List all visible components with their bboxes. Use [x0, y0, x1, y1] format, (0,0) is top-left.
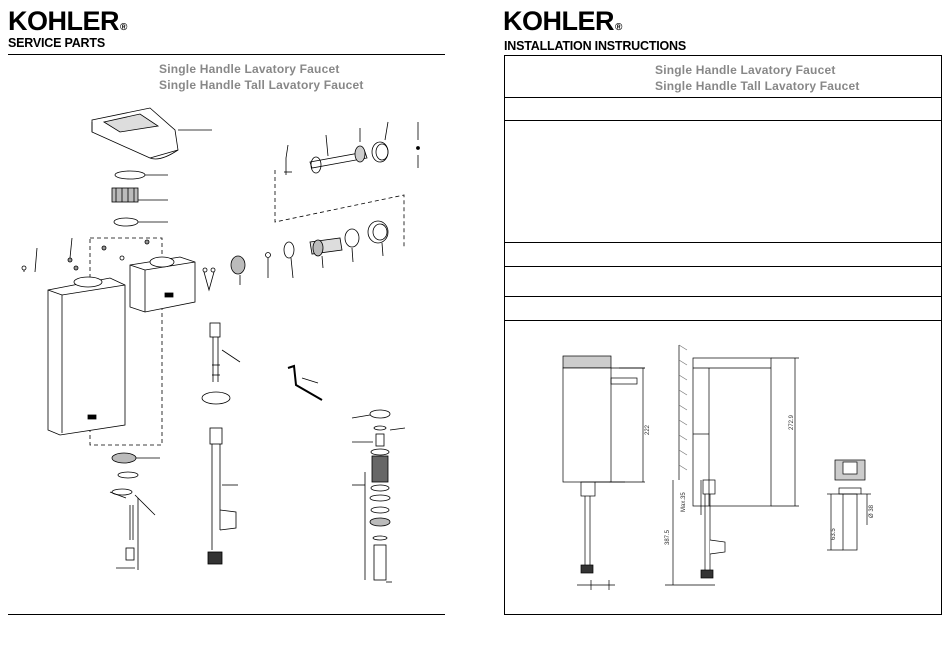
clip-part	[115, 171, 145, 179]
dim-drain-2: Ø 38	[869, 504, 875, 518]
section-divider	[505, 120, 941, 121]
left-title-2: Single Handle Tall Lavatory Faucet	[159, 78, 364, 92]
left-title-1: Single Handle Lavatory Faucet	[159, 62, 340, 76]
leader-line	[222, 350, 240, 362]
section-divider	[505, 296, 941, 297]
side-view	[665, 345, 799, 585]
leader-line	[286, 145, 288, 158]
right-section-title: INSTALLATION INSTRUCTIONS	[504, 39, 687, 53]
section-divider	[505, 320, 941, 321]
dim-max: Max.35	[681, 492, 687, 512]
short-faucet-body	[130, 257, 195, 312]
handle-part	[92, 108, 178, 159]
supply-hose-part	[208, 428, 236, 564]
leader-line	[291, 258, 293, 278]
leader-line	[326, 135, 328, 156]
drain-assembly-part	[370, 410, 390, 580]
left-brand: KOHLER	[8, 6, 119, 36]
mounting-hardware-part	[110, 472, 138, 560]
right-title-1: Single Handle Lavatory Faucet	[655, 63, 836, 77]
left-section-title: SERVICE PARTS	[8, 36, 105, 50]
right-brand: KOHLER	[503, 6, 614, 36]
leader-line	[70, 238, 72, 258]
oring-part	[114, 218, 138, 226]
left-brand-mark: ®	[120, 22, 127, 33]
section-divider	[505, 97, 941, 98]
dim-depth: 387.5	[665, 529, 671, 545]
exploded-parts-diagram	[0, 100, 450, 600]
right-brand-mark: ®	[615, 22, 622, 33]
left-footer-rule	[8, 614, 445, 615]
right-title-2: Single Handle Tall Lavatory Faucet	[655, 79, 860, 93]
leader-line	[35, 248, 37, 272]
dim-height-2: 272.9	[789, 414, 795, 430]
pins-part	[203, 268, 215, 290]
cartridge-part	[112, 188, 138, 202]
leader-line	[322, 256, 323, 268]
leader-line	[390, 428, 405, 430]
section-divider	[505, 242, 941, 243]
dimension-drawing	[505, 340, 945, 610]
leader-line	[385, 122, 388, 140]
leader-line	[302, 378, 318, 383]
lift-rod-part	[202, 323, 230, 404]
left-header-rule	[8, 54, 445, 55]
tall-faucet-body	[48, 277, 125, 435]
mounting-nut-part	[112, 453, 136, 463]
right-logo	[503, 6, 622, 43]
spout-assembly-parts	[231, 221, 388, 274]
leader-line	[352, 248, 353, 262]
leader-line	[352, 415, 370, 418]
section-divider	[505, 266, 941, 267]
dim-height-1: 222	[645, 424, 651, 435]
spout-tube-part	[284, 142, 420, 175]
front-view	[563, 356, 645, 590]
leader-line	[382, 243, 383, 256]
dim-drain-1: 63.5	[831, 528, 837, 540]
